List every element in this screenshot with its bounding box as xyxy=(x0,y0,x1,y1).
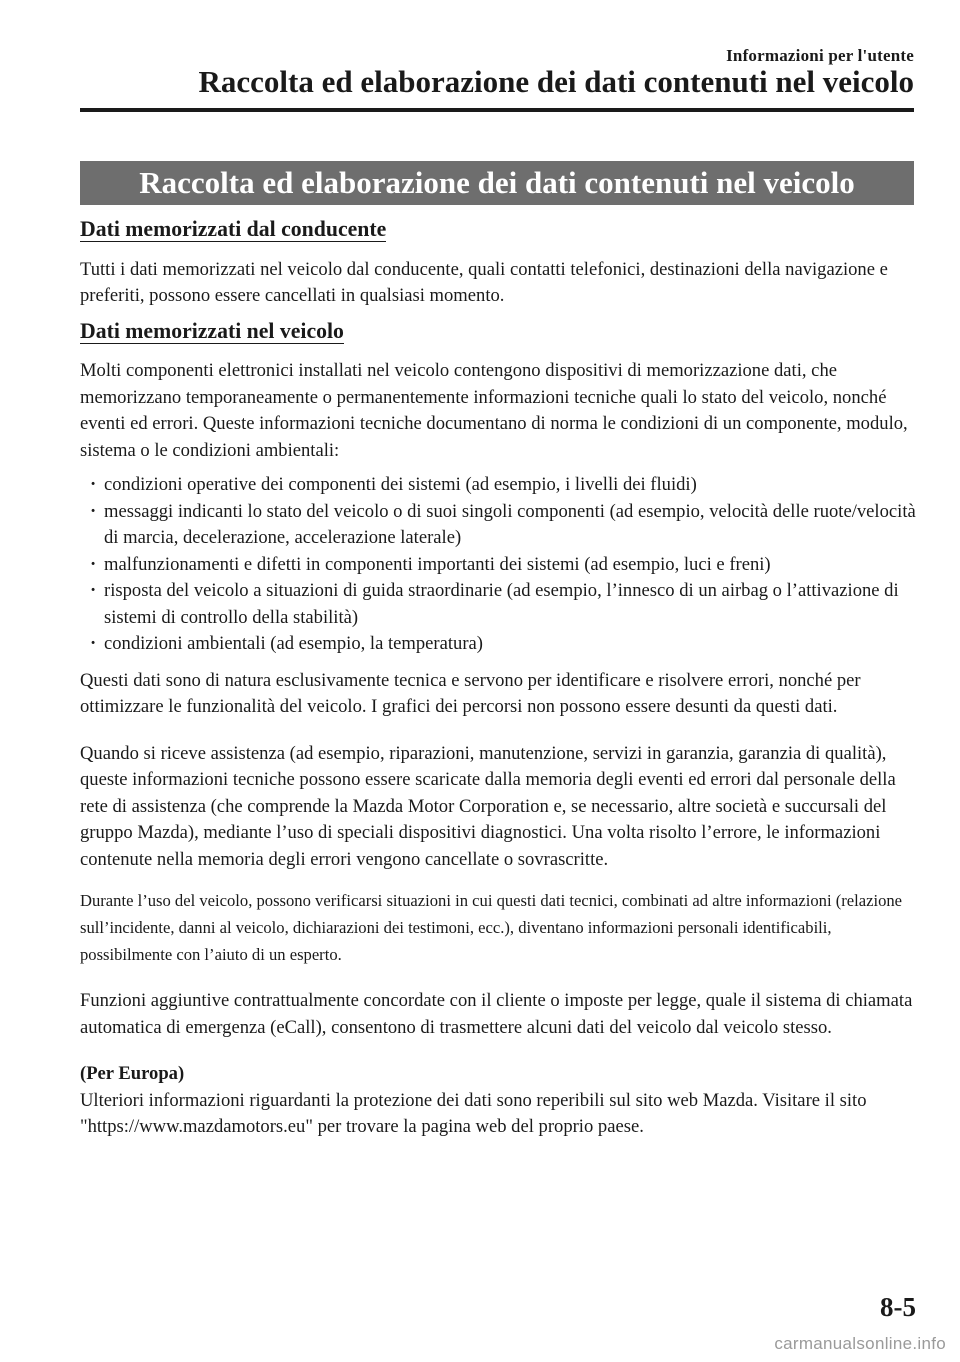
page-number: 8-5 xyxy=(880,1292,916,1322)
list-item xyxy=(80,472,916,499)
bullet-dot-icon: · xyxy=(90,580,97,601)
header-divider xyxy=(80,108,914,112)
paragraph-gap xyxy=(80,968,916,988)
bullet-dot-icon: · xyxy=(90,553,97,575)
list-item xyxy=(80,578,916,631)
paragraph-ecall: Funzioni aggiuntive contrattualmente concordate con il cliente o imposte per legge, quale il sistema di chiamata automatica di emergenza (eCall), consentono di trasmettere alcuni dati del veicolo dal veicolo stesso. xyxy=(80,990,913,1038)
header-title: Raccolta ed elaborazione dei dati contenuti nel veicolo xyxy=(198,64,914,99)
list-item-text: malfunzionamenti e difetti in componenti importanti dei sistemi (ad esempio, luci e freni) xyxy=(104,553,771,575)
paragraph-gap xyxy=(80,1041,916,1061)
bullet-dot-icon: · xyxy=(90,633,97,654)
subheading-driver-data: Dati memorizzati dal conducente xyxy=(80,217,387,241)
list-item xyxy=(80,552,916,579)
subheading-wrapper xyxy=(80,218,916,245)
subheading-wrapper xyxy=(80,320,916,347)
section-banner-title: Raccolta ed elaborazione dei dati contenuti nel veicolo xyxy=(139,165,855,200)
list-item-text: risposta del veicolo a situazioni di guida straordinarie (ad esempio, l’innesco di un airbag o l’attivazione di sistemi di controllo della stabilità) xyxy=(104,580,899,628)
list-item-text: condizioni ambientali (ad esempio, la temperatura) xyxy=(104,633,483,654)
bullet-dot-icon: · xyxy=(90,474,97,495)
condition-list xyxy=(80,472,916,658)
list-item xyxy=(80,631,916,658)
list-item xyxy=(80,499,916,552)
watermark: carmanualsonline.info xyxy=(774,1334,946,1353)
list-item-text: messaggi indicanti lo stato del veicolo o di suoi singoli componenti (ad esempio, velocità delle ruote/velocità di marcia, decelerazione, accelerazione laterale) xyxy=(104,500,916,548)
paragraph-driver-data: Tutti i dati memorizzati nel veicolo dal conducente, quali contatti telefonici, destinazioni della navigazione e preferiti, possono essere cancellati in qualsiasi momento. xyxy=(80,258,888,306)
header-section-label: Informazioni per l'utente xyxy=(726,46,914,65)
paragraph-europe-info: Ulteriori informazioni riguardanti la protezione dei dati sono reperibili sul sito web Mazda. Visitare il sito "https://www.mazdamotors.eu" per trovare la pagina web del proprio paese. xyxy=(80,1089,867,1137)
list-item-text: condizioni operative dei componenti dei sistemi (ad esempio, i livelli dei fluidi) xyxy=(104,474,697,495)
subheading-vehicle-data: Dati memorizzati nel veicolo xyxy=(80,318,344,343)
paragraph-personal-data: Durante l’uso del veicolo, possono verificarsi situazioni in cui questi dati tecnici, combinati ad altre informazioni (relazione sull’incidente, danni al veicolo, dichiarazioni dei testimoni, ecc.), diventano informazioni personali identificabili, possibilmente con l’aiuto di un esperto. xyxy=(80,891,903,964)
paragraph-gap xyxy=(80,721,916,741)
bullet-dot-icon: · xyxy=(90,500,97,522)
paragraph-service-download: Quando si riceve assistenza (ad esempio, riparazioni, manutenzione, servizi in garanzia, garanzia di qualità), queste informazioni tecniche possono essere scaricate dalla memoria degli eventi ed errori dal personale della rete di assistenza (che comprende la Mazda Motor Corporation e, se necessario, altre società e succursali del gruppo Mazda), mediante l’uso di speciali dispositivi diagnostici. Una volta risolto l’errore, le informazioni contenute nella memoria degli errori vengono cancellate o sovrascritte. xyxy=(80,742,896,870)
page-content xyxy=(80,210,916,1141)
label-europe: (Per Europa) xyxy=(80,1063,185,1084)
paragraph-technical-nature: Questi dati sono di natura esclusivamente tecnica e servono per identificare e risolvere errori, nonché per ottimizzare le funzionalità del veicolo. I grafici dei percorsi non possono essere desunti da questi dati. xyxy=(80,669,861,717)
section-banner xyxy=(80,161,914,205)
paragraph-vehicle-data-intro: Molti componenti elettronici installati nel veicolo contengono dispositivi di memorizzazione dati, che memorizzano temporaneamente o permanentemente informazioni tecniche quali lo stato del veicolo, nonché eventi ed errori. Queste informazioni tecniche documentano di norma le condizioni di un componente, modulo, sistema o le condizioni ambientali: xyxy=(80,360,908,461)
